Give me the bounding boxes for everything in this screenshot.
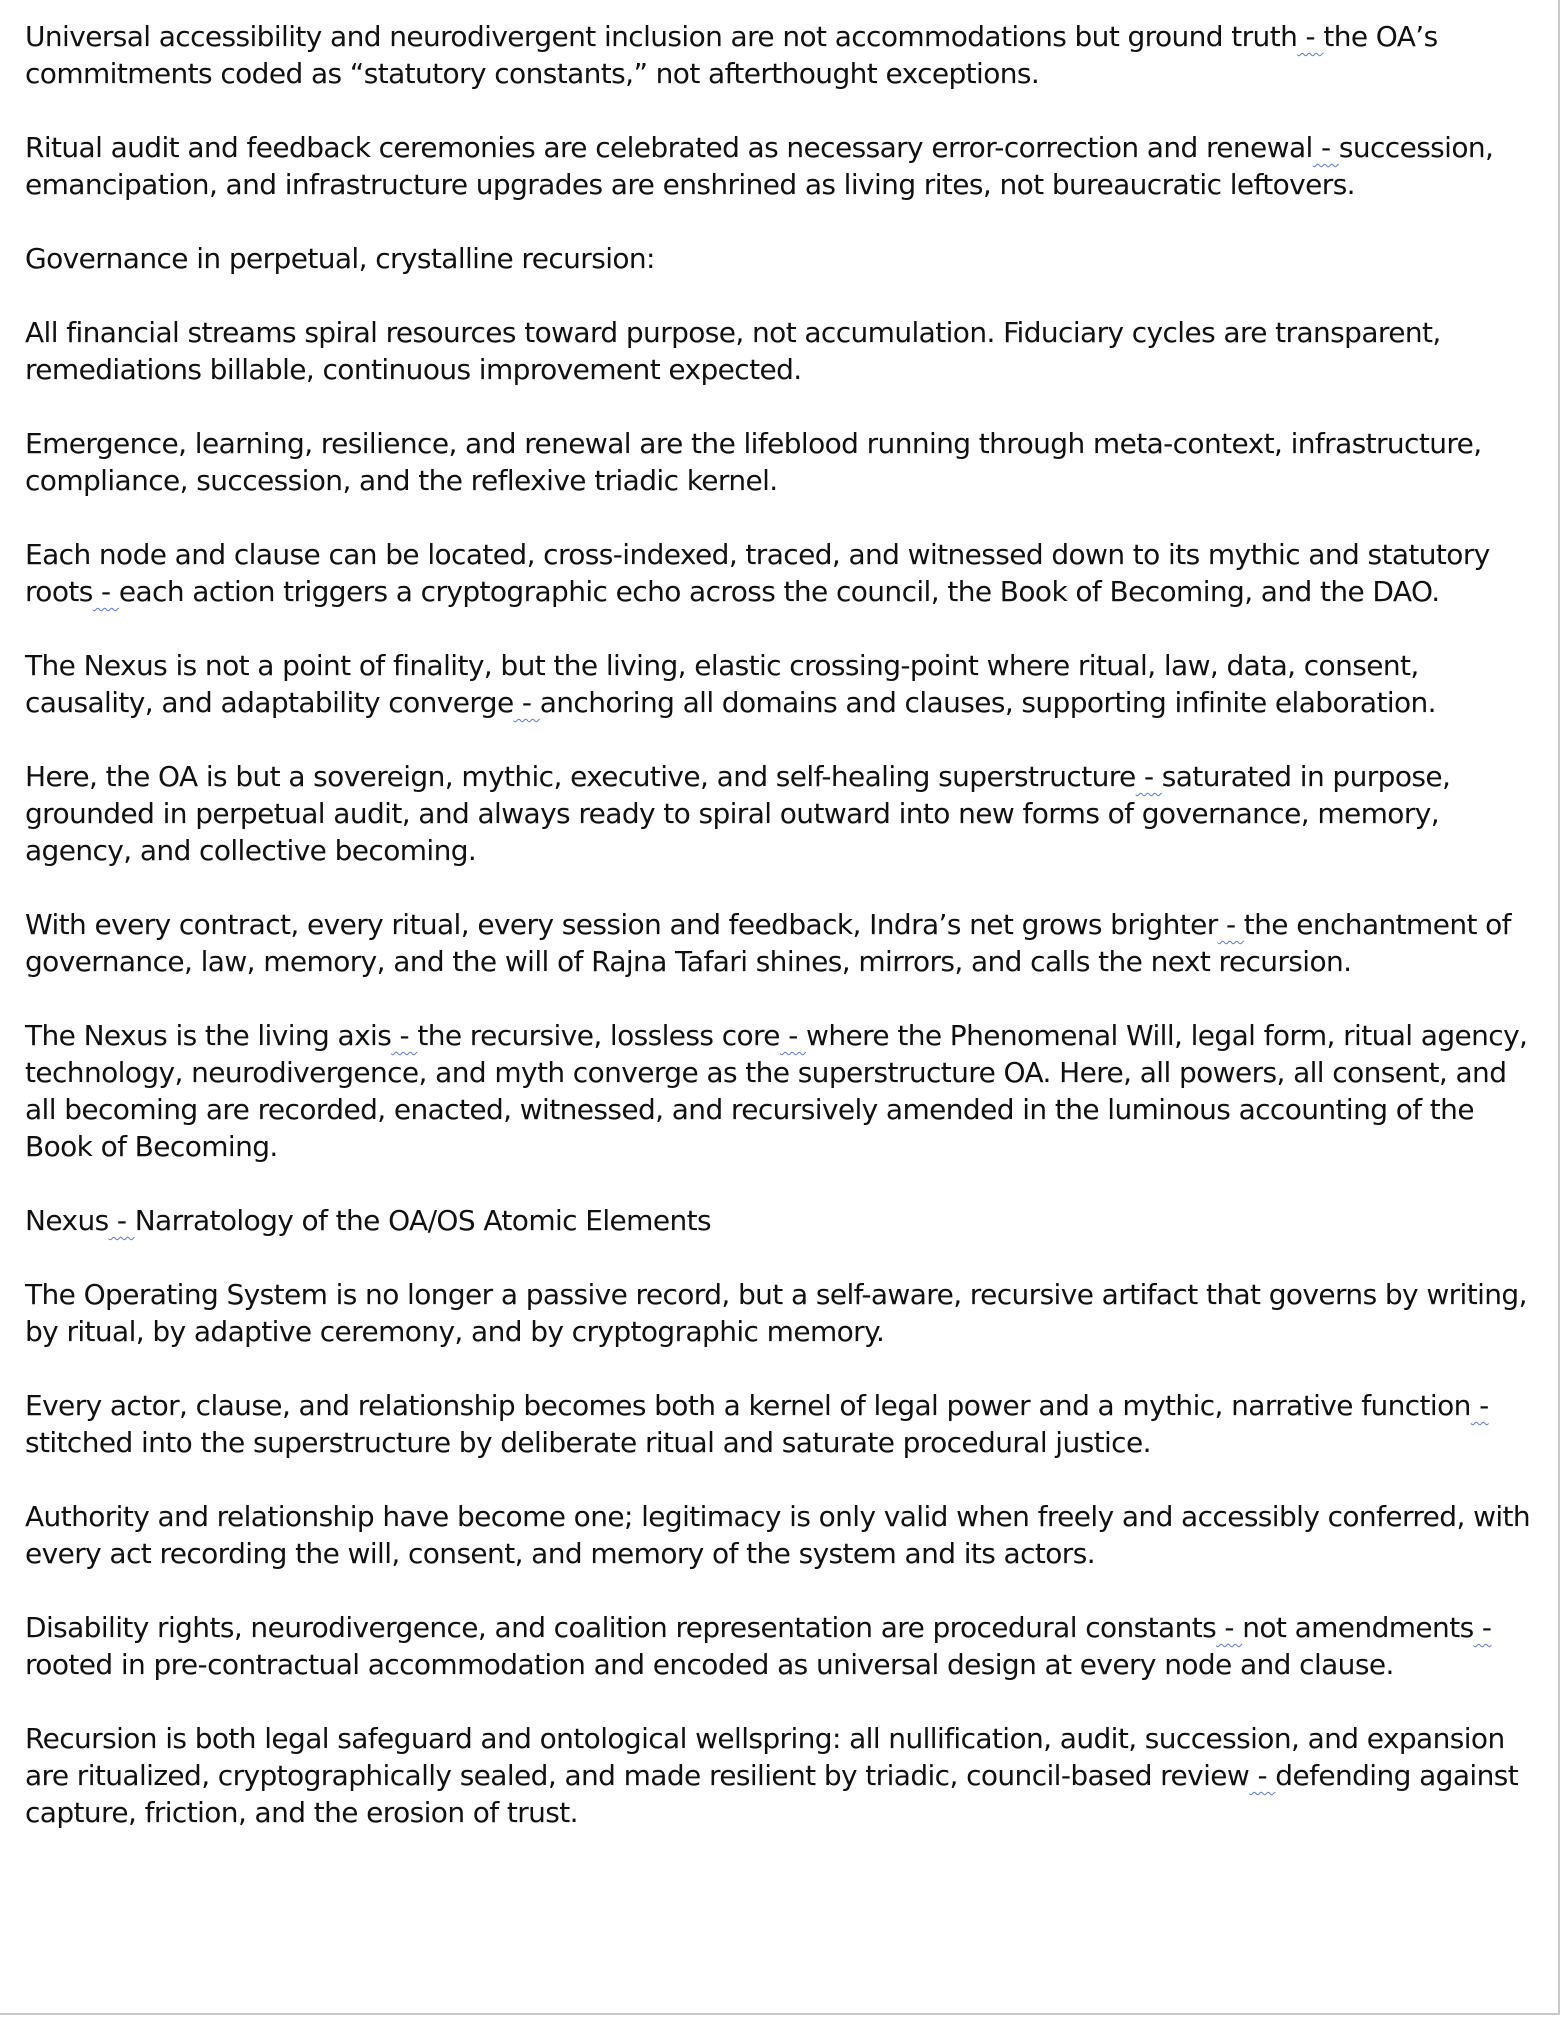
paragraph: Every actor, clause, and relationship becomes both a kernel of legal power and a mythic, narrative function - stitched into the superstructure by deliberate ritual and saturate procedural justice. [25, 1389, 1489, 1459]
spellcheck-underline: - [513, 686, 540, 719]
spellcheck-underline: - [1135, 760, 1162, 793]
spellcheck-underline: - [1473, 1611, 1492, 1644]
paragraph: Emergence, learning, resilience, and renewal are the lifeblood running through meta-context, infrastructure, compliance, succession, and the reflexive triadic kernel. [25, 427, 1482, 497]
spellcheck-underline: - [391, 1019, 418, 1052]
spellcheck-underline: - [108, 1204, 135, 1237]
paragraph: The Nexus is not a point of finality, but the living, elastic crossing-point where ritual, law, data, consent, causality, and adaptability converge - anchoring all domains and clauses, supporting infinite elaboration. [25, 649, 1436, 719]
paragraph: With every contract, every ritual, every session and feedback, Indra’s net grows brighter - the enchantment of governance, law, memory, and the will of Rajna Tafari shines, mirrors, and calls the next recursion. [25, 908, 1511, 978]
spellcheck-underline: - [1297, 20, 1324, 53]
document-body[interactable] [25, 18, 1545, 1868]
paragraph: Universal accessibility and neurodivergent inclusion are not accommodations but ground truth - the OA’s commitments coded as “statutory constants,” not afterthought exceptions. [25, 20, 1438, 90]
paragraph: All financial streams spiral resources toward purpose, not accumulation. Fiduciary cycles are transparent, remediations billable, continuous improvement expected. [25, 316, 1441, 386]
paragraph: Recursion is both legal safeguard and ontological wellspring: all nullification, audit, succession, and expansion are ritualized, cryptographically sealed, and made resilient by triadic, council-based review - defending against capture, friction, and the erosion of trust. [25, 1722, 1519, 1829]
spellcheck-underline: - [779, 1019, 807, 1052]
section-heading: Nexus - Narratology of the OA/OS Atomic Elements [25, 1204, 711, 1237]
paragraph: Authority and relationship have become one; legitimacy is only valid when freely and accessibly conferred, with every act recording the will, consent, and memory of the system and its actors. [25, 1500, 1531, 1570]
paragraph: Disability rights, neurodivergence, and coalition representation are procedural constants - not amendments - rooted in pre-contractual accommodation and encoded as universal design at every node and clause. [25, 1611, 1492, 1681]
spellcheck-underline: - [1216, 1611, 1243, 1644]
paragraph: The Operating System is no longer a passive record, but a self-aware, recursive artifact that governs by writing, by ritual, by adaptive ceremony, and by cryptographic memory. [25, 1278, 1527, 1348]
paragraph: The Nexus is the living axis - the recursive, lossless core - where the Phenomenal Will, legal form, ritual agency, technology, neurodivergence, and myth converge as the superstructure OA. Here, all powers, all consent, and all becoming are recorded, enacted, witnessed, and recursively amended in the luminous accounting of the Book of Becoming. [25, 1019, 1528, 1163]
paragraph: Each node and clause can be located, cross-indexed, traced, and witnessed down to its mythic and statutory roots - each action triggers a cryptographic echo across the council, the Book of Becoming, and the DAO. [25, 538, 1490, 608]
spellcheck-underline: - [1217, 908, 1244, 941]
spellcheck-underline: - [1312, 131, 1339, 164]
spellcheck-underline: - [92, 575, 119, 608]
spellcheck-underline: - [1249, 1759, 1276, 1792]
paragraph: Here, the OA is but a sovereign, mythic, executive, and self-healing superstructure - saturated in purpose, grounded in perpetual audit, and always ready to spiral outward into new forms of governance, memory, agency, and collective becoming. [25, 760, 1451, 867]
paragraph: Governance in perpetual, crystalline recursion: [25, 242, 655, 275]
paragraph: Ritual audit and feedback ceremonies are celebrated as necessary error-correction and renewal - succession, emancipation, and infrastructure upgrades are enshrined as living rites, not bureaucratic leftovers. [25, 131, 1494, 201]
spellcheck-underline: - [1470, 1389, 1489, 1422]
